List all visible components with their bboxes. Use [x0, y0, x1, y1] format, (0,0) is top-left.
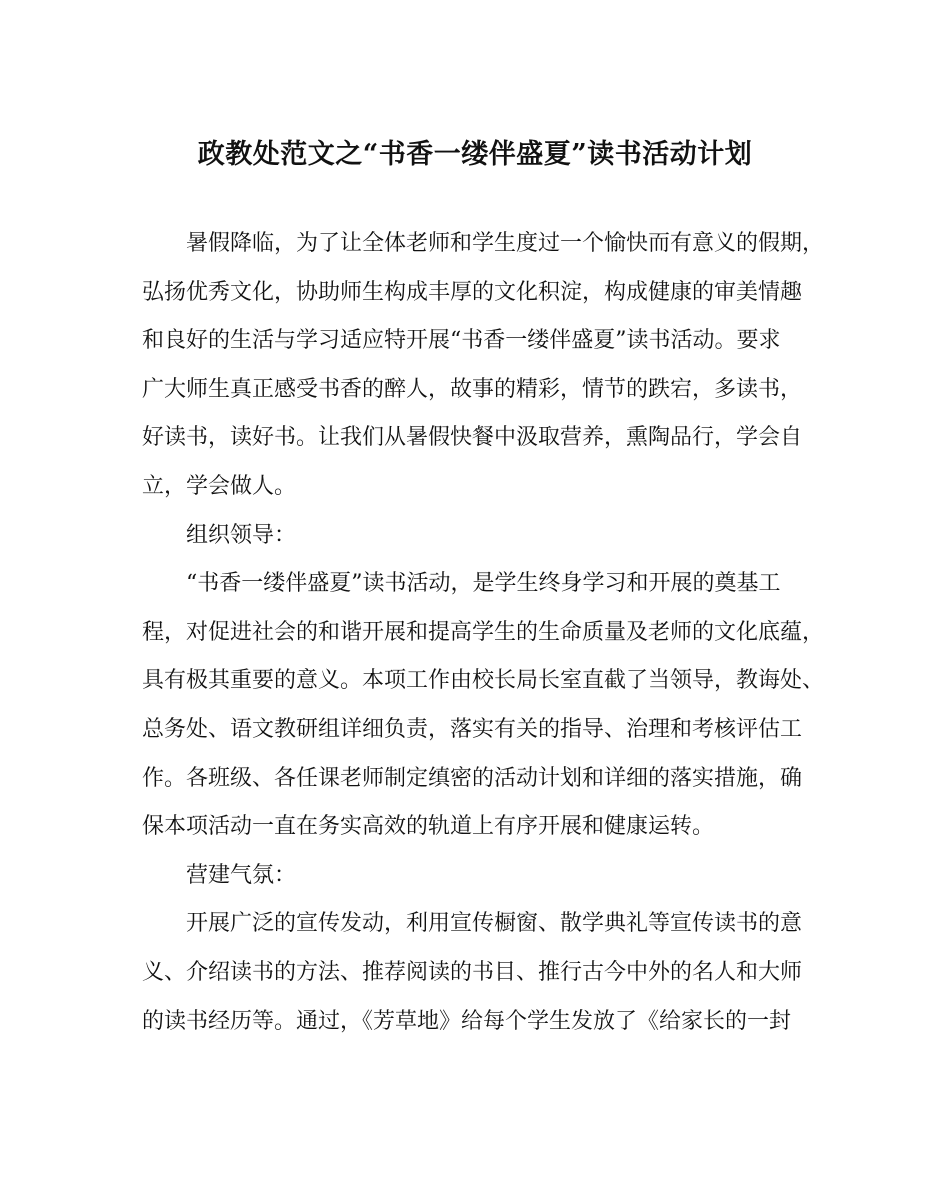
- paragraph-atmosphere: [142, 900, 808, 1046]
- text-line: 和良好的生活与学习适应特开展“书香一缕伴盛夏”读书活动。要求: [142, 328, 781, 354]
- text-line: 弘扬优秀文化，协助师生构成丰厚的文化积淀，构成健康的审美情趣: [142, 279, 803, 305]
- text-line: 程，对促进社会的和谐开展和提高学生的生命质量及老师的文化底蕴，: [142, 619, 825, 645]
- text-line: 义、介绍读书的方法、推荐阅读的书目、推行古今中外的名人和大师: [142, 959, 803, 985]
- text-line: 立，学会做人。: [142, 473, 297, 499]
- text-line: 暑假降临，为了让全体老师和学生度过一个愉快而有意义的假期，: [186, 231, 825, 256]
- paragraph-intro: [142, 220, 825, 512]
- text-line: 总务处、语文教研组详细负责，落实有关的指导、治理和考核评估工: [142, 716, 803, 742]
- text-line: 具有极其重要的意义。本项工作由校长局长室直截了当领导，教诲处、: [142, 668, 825, 694]
- text-line: 作。各班级、各任课老师制定缜密的活动计划和详细的落实措施，确: [142, 765, 803, 791]
- paragraph-leadership: [142, 560, 825, 852]
- section-heading: 营建气氛：: [186, 862, 297, 888]
- text-line: 广大师生真正感受书香的醉人，故事的精彩，情节的跌宕，多读书，: [142, 376, 803, 402]
- section-heading: 组织领导：: [186, 522, 297, 548]
- text-line: 的读书经历等。通过，《芳草地》给每个学生发放了《给家长的一封: [142, 1008, 792, 1034]
- text-line: “书香一缕伴盛夏”读书活动，是学生终身学习和开展的奠基工: [186, 571, 781, 597]
- text-line: 开展广泛的宣传发动，利用宣传橱窗、散学典礼等宣传读书的意: [186, 911, 803, 937]
- text-line: 保本项活动一直在务实高效的轨道上有序开展和健康运转。: [142, 814, 715, 840]
- document-title: 政教处范文之“书香一缕伴盛夏”读书活动计划: [197, 139, 753, 170]
- text-line: 好读书，读好书。让我们从暑假快餐中汲取营养，熏陶品行，学会自: [142, 425, 803, 451]
- section-heading-leadership: [142, 512, 808, 561]
- section-heading-atmosphere: [142, 852, 808, 901]
- document-body: [142, 220, 825, 1046]
